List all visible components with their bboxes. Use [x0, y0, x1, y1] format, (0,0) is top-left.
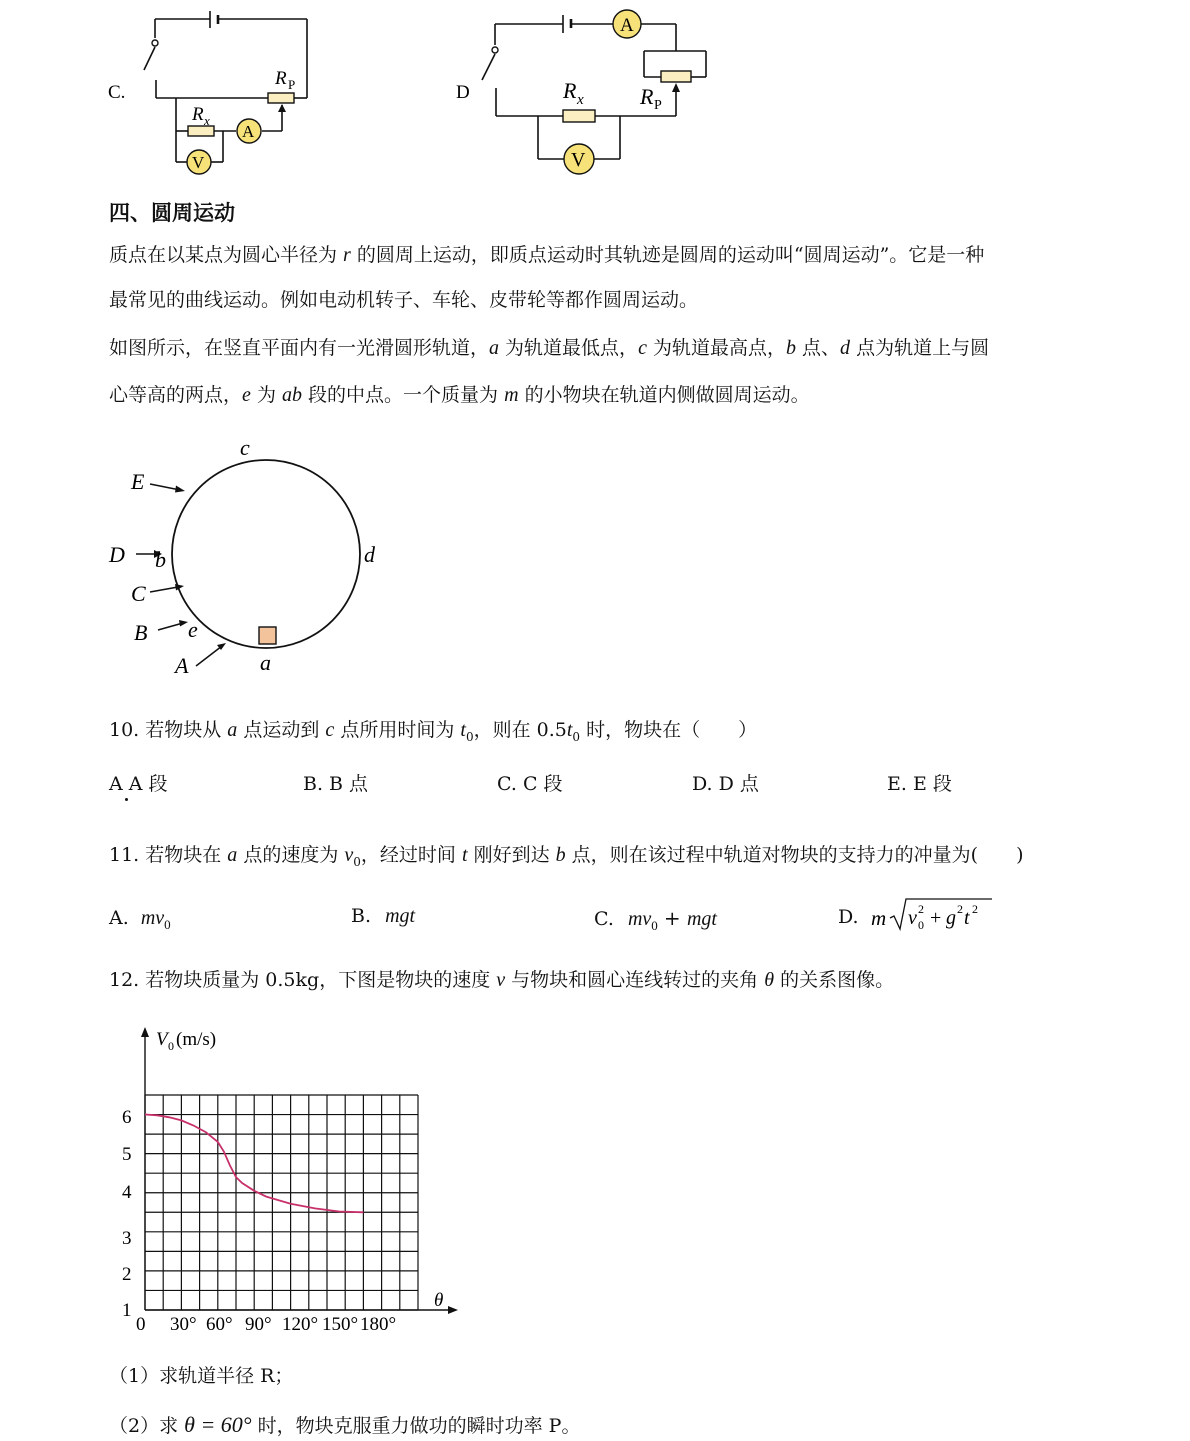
y-tick-label: 1	[122, 1300, 132, 1321]
point-b-label: b	[155, 547, 166, 572]
svg-text:m: m	[871, 906, 887, 930]
q11-option-c[interactable]: C. $mv_0$ + mgt	[594, 906, 717, 933]
y-tick-label: 4	[122, 1182, 132, 1203]
x-tick-label: 120°	[282, 1314, 319, 1335]
x-tick-label: 150°	[322, 1314, 359, 1335]
svg-text:2: 2	[918, 902, 924, 916]
svg-text:g: g	[946, 907, 956, 929]
arrow-d-label: D	[109, 542, 125, 567]
sub-question-2	[109, 1414, 580, 1436]
rx-label: R	[563, 78, 577, 103]
svg-text:2: 2	[972, 902, 978, 916]
point-d-label: d	[364, 542, 375, 567]
x-tick-label: 180°	[360, 1314, 397, 1335]
x-axis-label: θ	[434, 1290, 444, 1311]
q10-option-b[interactable]: B. B 点	[303, 773, 369, 795]
arrow-e-label: E	[131, 469, 145, 494]
rx-label: R	[192, 104, 204, 125]
rx-sub: x	[204, 113, 210, 128]
sub-question-1: （1）求轨道半径 R；	[109, 1365, 294, 1387]
q11-option-a[interactable]: A. $mv_0$	[109, 907, 171, 932]
svg-text:+: +	[930, 907, 942, 929]
switch-pivot	[492, 47, 498, 53]
y-axis-label: V	[156, 1029, 168, 1050]
point-e-label: e	[188, 617, 198, 642]
y-axis-label-sub: 0	[168, 1039, 174, 1053]
arrow-a-label: A	[175, 653, 189, 678]
circuit-diagram-c	[100, 10, 340, 180]
option-letter: C.	[594, 908, 614, 930]
arrow-b-label: B	[134, 620, 148, 645]
svg-text:t: t	[964, 907, 970, 929]
point-c-label: c	[240, 435, 250, 460]
resistor-rx	[563, 110, 595, 122]
point-a-label: a	[260, 650, 271, 675]
voltmeter-letter: V	[571, 149, 586, 171]
question-10-stem: 10. 若物块从 a 点运动到 c 点所用时间为 $t_0$，则在 $0.5t_0$ 时，物块在（ ）	[109, 719, 758, 744]
svg-text:2: 2	[957, 902, 963, 916]
paragraph-2-line-2: 心等高的两点，e 为 ab 段的中点。一个质量为 m 的小物块在轨道内侧做圆周运动。	[109, 384, 810, 406]
y-axis-arrow	[141, 1027, 149, 1037]
x-tick-label: 0	[136, 1314, 146, 1335]
y-tick-label: 6	[122, 1107, 132, 1128]
paragraph-2-line-1: 如图所示，在竖直平面内有一光滑圆形轨道，a 为轨道最低点，c 为轨道最高点，b 点、d 点为轨道上与圆	[109, 337, 990, 359]
rp-sub: P	[654, 98, 662, 113]
q11-option-b[interactable]: B. mgt	[351, 905, 416, 927]
y-tick-label: 5	[122, 1144, 132, 1165]
block-icon	[259, 627, 276, 644]
paragraph-1-line-2: 最常见的曲线运动。例如电动机转子、车轮、皮带轮等都作圆周运动。	[109, 289, 699, 311]
q10-option-d[interactable]: D. D 点	[692, 773, 759, 795]
rheostat-rp	[268, 93, 294, 103]
ammeter-letter: A	[242, 122, 255, 141]
q11-option-d[interactable]: D.	[838, 906, 859, 928]
sqrt-expression	[868, 896, 998, 934]
option-label-d: D	[456, 82, 470, 103]
x-tick-label: 60°	[206, 1314, 233, 1335]
theta-equation: θ = 60°	[184, 1412, 252, 1437]
circuit-diagram-d	[450, 4, 720, 184]
option-letter: B.	[351, 905, 372, 927]
rx-sub: x	[577, 92, 584, 108]
q10-option-e[interactable]: E. E 段	[887, 773, 952, 795]
y-tick-label: 3	[122, 1228, 132, 1249]
circular-track-figure	[100, 430, 400, 680]
svg-text:0: 0	[918, 918, 924, 932]
arrow-c-label: C	[131, 581, 146, 606]
svg-text:v: v	[908, 907, 917, 929]
paragraph-1-line-1: 质点在以某点为圆心半径为 r 的圆周上运动，即质点运动时其轨迹是圆周的运动叫“圆周运动”。它是一种	[109, 244, 985, 266]
question-11-stem: 11. 若物块在 a 点的速度为 $v_0$，经过时间 t 刚好到达 b 点，则在该过程中轨道对物块的支持力的冲量为( )	[109, 844, 1024, 869]
y-tick-label: 2	[122, 1264, 132, 1285]
switch-pivot	[152, 40, 158, 46]
rp-label: R	[640, 84, 654, 109]
x-axis-arrow	[448, 1306, 458, 1314]
dot-mark	[125, 798, 128, 801]
x-tick-label: 90°	[245, 1314, 272, 1335]
sub2-prefix: （2）求	[109, 1415, 185, 1437]
velocity-angle-chart	[100, 1015, 480, 1345]
rheostat-rp	[661, 71, 691, 82]
track-circle	[172, 460, 360, 648]
section-title: 四、圆周运动	[109, 201, 235, 225]
ammeter-letter: A	[620, 15, 634, 36]
voltmeter-letter: V	[192, 153, 205, 172]
q10-option-c[interactable]: C. C 段	[497, 773, 563, 795]
option-letter: A.	[109, 907, 129, 929]
sub2-suffix: 时，物块克服重力做功的瞬时功率 P。	[251, 1415, 581, 1437]
y-axis-unit: (m/s)	[176, 1029, 217, 1050]
x-tick-label: 30°	[170, 1314, 197, 1335]
rp-label: R	[275, 68, 287, 89]
rp-sub: P	[288, 77, 296, 92]
resistor-rx	[188, 126, 214, 136]
q10-option-a[interactable]: A A 段	[109, 773, 168, 795]
option-label-c: C.	[108, 82, 126, 103]
question-12-stem: 12. 若物块质量为 0.5kg，下图是物块的速度 v 与物块和圆心连线转过的夹角 θ 的关系图像。	[109, 969, 895, 991]
